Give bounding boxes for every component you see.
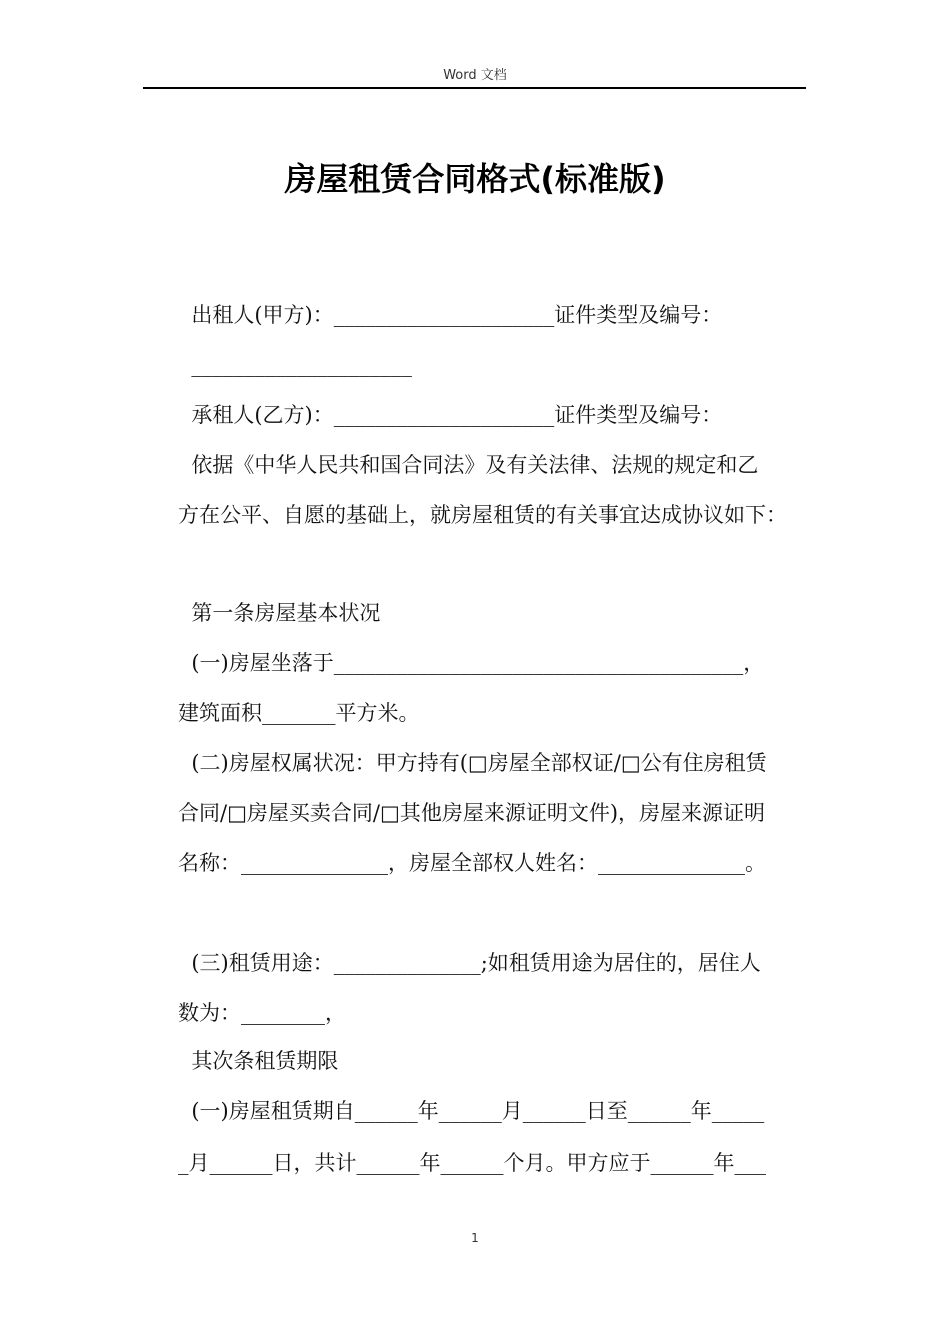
header-label: Word 文档 [443, 68, 507, 83]
document-title: 房屋租赁合同格式(标准版) [284, 160, 666, 198]
paragraph-line: (一)房屋坐落于_______________________________________， [178, 651, 765, 675]
paragraph-line: 建筑面积_______平方米。 [178, 701, 420, 725]
paragraph-line: (一)房屋租赁期自______年______月______日至______年_____ [178, 1099, 765, 1123]
paragraph-line: 依据《中华人民共和国合同法》及有关法律、法规的规定和乙 [178, 453, 759, 477]
paragraph-line: (二)房屋权属状况：甲方持有(□房屋全部权证/□公有住房租赁 [178, 751, 767, 775]
paragraph-line: 合同/□房屋买卖合同/□其他房屋来源证明文件)，房屋来源证明 [178, 801, 766, 825]
paragraph-line: 名称：______________，房屋全部权人姓名：______________。 [178, 851, 766, 875]
page-number: 1 [471, 1231, 479, 1245]
paragraph-line: 数为：________， [178, 1001, 346, 1025]
paragraph-line: _____________________ [178, 353, 412, 377]
paragraph-line: 方在公平、自愿的基础上，就房屋租赁的有关事宜达成协议如下： [178, 503, 787, 527]
header-rule [143, 87, 806, 89]
paragraph-line: 出租人(甲方)：_____________________证件类型及编号： [178, 303, 723, 327]
section-heading: 第一条房屋基本状况 [178, 601, 381, 625]
paragraph-line: _月______日，共计______年______个月。甲方应于______年___ [178, 1151, 766, 1175]
section-heading: 其次条租赁期限 [178, 1049, 339, 1073]
paragraph-line: (三)租赁用途：______________;如租赁用途为居住的，居住人 [178, 951, 761, 975]
paragraph-line: 承租人(乙方)：_____________________证件类型及编号： [178, 403, 723, 427]
